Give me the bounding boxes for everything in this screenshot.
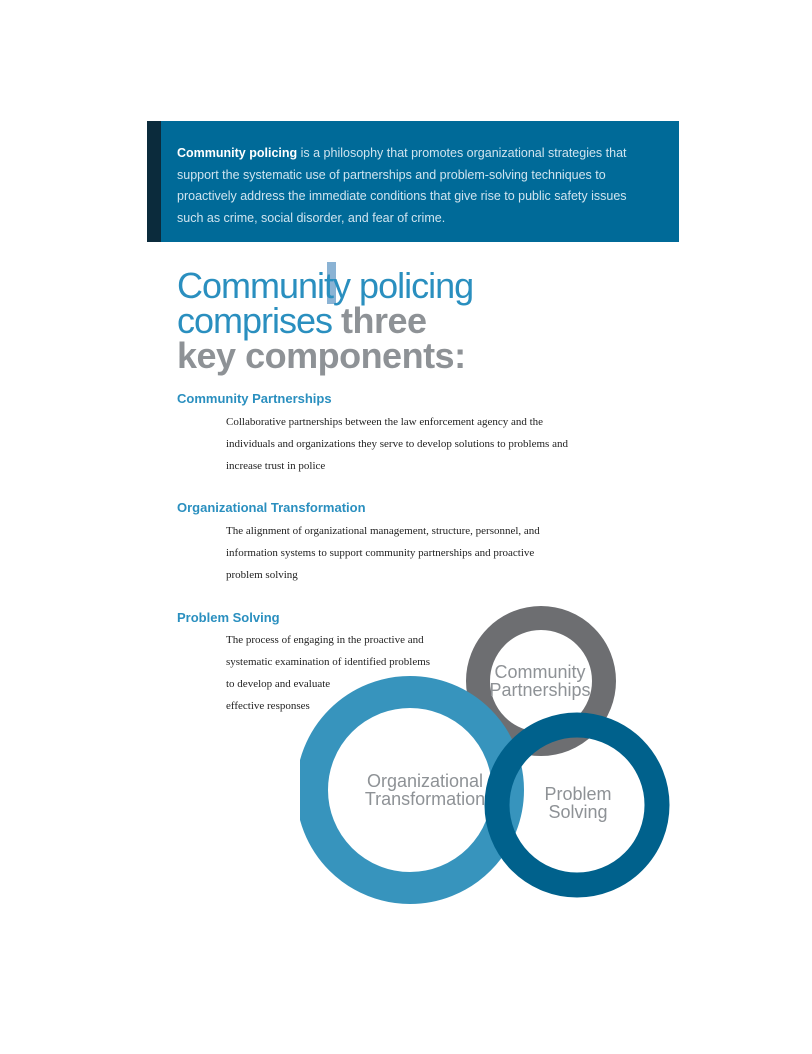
title-line-3: key components: [177, 335, 466, 376]
callout-text [177, 143, 632, 229]
body-line: The alignment of organizational management, structure, personnel, and [226, 525, 540, 537]
title-line-1: Community policing [177, 265, 474, 306]
section-title-partnerships: Community Partnerships [177, 391, 332, 406]
body-line: to develop and evaluate [226, 678, 331, 690]
body-line: problem solving [226, 569, 298, 581]
problem-label-2: Solving [548, 802, 608, 822]
organizational-label-1: Organizational [366, 771, 484, 791]
callout-term: Community policing [177, 146, 298, 160]
title-line-2 [177, 300, 473, 341]
section-title-transformation: Organizational Transformation [177, 500, 366, 515]
body-line: systematic examination of identified problems [226, 656, 431, 668]
page-title [177, 265, 474, 376]
title-line-2-light: comprises [177, 300, 342, 341]
body-line: effective responses [226, 700, 310, 712]
three-components-diagram [300, 600, 690, 910]
title-line-2-bold: three [341, 300, 427, 341]
definition-callout [147, 121, 679, 242]
body-line: The process of engaging in the proactive and [226, 634, 424, 646]
community-label-1: Community [494, 662, 586, 682]
body-line: information systems to support community partnerships and proactive [226, 547, 535, 559]
community-label-2: Partnerships [489, 680, 591, 700]
callout-definition: is a philosophy that promotes organizational strategies that support the systematic use of partnerships and problem-solving techniques to proactively address the immediate conditions that give rise to public safety issues such as crime, social disorder, and fear of crime. [177, 146, 627, 225]
section-body-partnerships [226, 411, 568, 477]
body-line: increase trust in police [226, 460, 326, 472]
problem-label-1: Problem [544, 784, 612, 804]
section-title-problem-solving: Problem Solving [177, 610, 280, 625]
organizational-label-2: Transformation [364, 789, 486, 809]
section-body-transformation [226, 520, 540, 586]
callout-accent-bar [147, 121, 161, 242]
body-line: individuals and organizations they serve to develop solutions to problems and [226, 438, 568, 450]
body-line: Collaborative partnerships between the law enforcement agency and the [226, 416, 544, 428]
